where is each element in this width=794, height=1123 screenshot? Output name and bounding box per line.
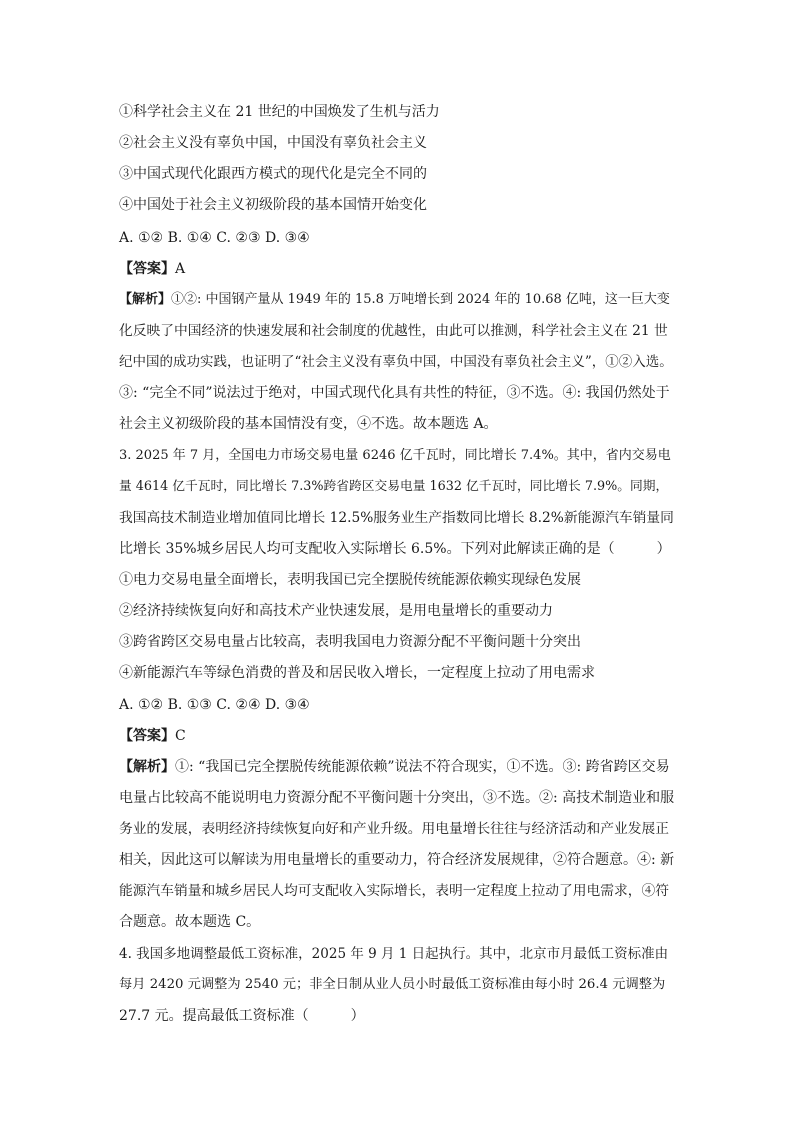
analysis-tag: 【解析】 — [119, 759, 175, 775]
q3-analysis-line-5: 能源汽车销量和城乡居民人均可支配收入实际增长，表明一定程度上拉动了用电需求，④符 — [119, 883, 670, 899]
q4-stem-line-2: 每月 2420 元调整为 2540 元；非全日制从业人员小时最低工资标准由每小时 26.4 元调整为 — [119, 977, 666, 992]
q2-options: A. ①② B. ①④ C. ②③ D. ③④ — [119, 230, 310, 246]
answer-tag: 【答案】 — [119, 728, 175, 744]
q3-analysis-line-4: 相关，因此这可以解读为用电量增长的重要动力，符合经济发展规律，②符合题意。④: 新 — [119, 852, 675, 868]
q3-statement-4: ④新能源汽车等绿色消费的普及和居民收入增长，一定程度上拉动了用电需求 — [119, 665, 595, 681]
q3-analysis-line-2: 电量占比较高不能说明电力资源分配不平衡问题十分突出，③不选。②: 高技术制造业和服 — [119, 790, 675, 806]
q2-statement-3: ③中国式现代化跟西方模式的现代化是完全不同的 — [119, 166, 427, 182]
q3-analysis-line-1 — [119, 757, 670, 777]
q2-statement-2: ②社会主义没有辜负中国，中国没有辜负社会主义 — [119, 135, 427, 151]
q2-statement-1: ①科学社会主义在 21 世纪的中国焕发了生机与活力 — [119, 104, 440, 120]
q3-statement-1: ①电力交易电量全面增长，表明我国已完全摆脱传统能源依赖实现绿色发展 — [119, 572, 581, 588]
q3-stem-line-1: 3. 2025 年 7 月，全国电力市场交易电量 6246 亿千瓦时，同比增长 7.4%。其中，省内交易电 — [119, 448, 671, 463]
answer-value: C — [175, 728, 186, 744]
analysis-text: ①②: 中国钢产量从 1949 年的 15.8 万吨增长到 2024 年的 10.68 亿吨，这一巨大变 — [171, 292, 670, 307]
q3-options: A. ①② B. ①③ C. ②④ D. ③④ — [119, 697, 310, 713]
q2-analysis-line-3: 纪中国的成功实践，也证明了“社会主义没有辜负中国，中国没有辜负社会主义”，①②入选。 — [119, 354, 673, 370]
q3-stem-line-4: 比增长 35%城乡居民人均可支配收入实际增长 6.5%。下列对此解读正确的是（ ） — [119, 541, 671, 557]
q2-analysis-line-4: ③: “完全不同”说法过于绝对，中国式现代化具有共性的特征，③不选。④: 我国仍然处于 — [119, 385, 670, 401]
q4-stem-line-1: 4. 我国多地调整最低工资标准，2025 年 9 月 1 日起执行。其中，北京市月最低工资标准由 — [119, 946, 669, 962]
q3-statement-3: ③跨省跨区交易电量占比较高，表明我国电力资源分配不平衡问题十分突出 — [119, 634, 581, 650]
q3-analysis-line-3: 务业的发展，表明经济持续恢复向好和产业升级。用电量增长往往与经济活动和产业发展正 — [119, 821, 670, 837]
q3-analysis-line-6: 合题意。故本题选 C。 — [119, 914, 261, 930]
q4-stem-line-3: 27.7 元。提高最低工资标准（ ） — [119, 1008, 365, 1024]
q3-stem-line-2: 量 4614 亿千瓦时，同比增长 7.3%跨省跨区交易电量 1632 亿千瓦时，同比增长 7.9%。同期， — [119, 479, 669, 494]
analysis-text: ①: “我国已完全摆脱传统能源依赖”说法不符合现实，①不选。③: 跨省跨区交易 — [175, 759, 670, 775]
q3-answer — [119, 726, 186, 746]
q2-analysis-line-5: 社会主义初级阶段的基本国情没有变，④不选。故本题选 A。 — [119, 416, 498, 432]
q2-answer — [119, 259, 185, 279]
q2-statement-4: ④中国处于社会主义初级阶段的基本国情开始变化 — [119, 197, 427, 213]
answer-value: A — [175, 261, 186, 277]
analysis-tag: 【解析】 — [119, 292, 172, 307]
q3-statement-2: ②经济持续恢复向好和高技术产业快速发展，是用电量增长的重要动力 — [119, 603, 553, 619]
q2-analysis-line-2: 化反映了中国经济的快速发展和社会制度的优越性，由此可以推测，科学社会主义在 21 世 — [119, 323, 668, 339]
q2-analysis-line-1 — [119, 290, 670, 310]
q3-stem-line-3: 我国高技术制造业增加值同比增长 12.5%服务业生产指数同比增长 8.2%新能源汽车销量同 — [119, 510, 674, 526]
answer-tag: 【答案】 — [119, 261, 175, 277]
